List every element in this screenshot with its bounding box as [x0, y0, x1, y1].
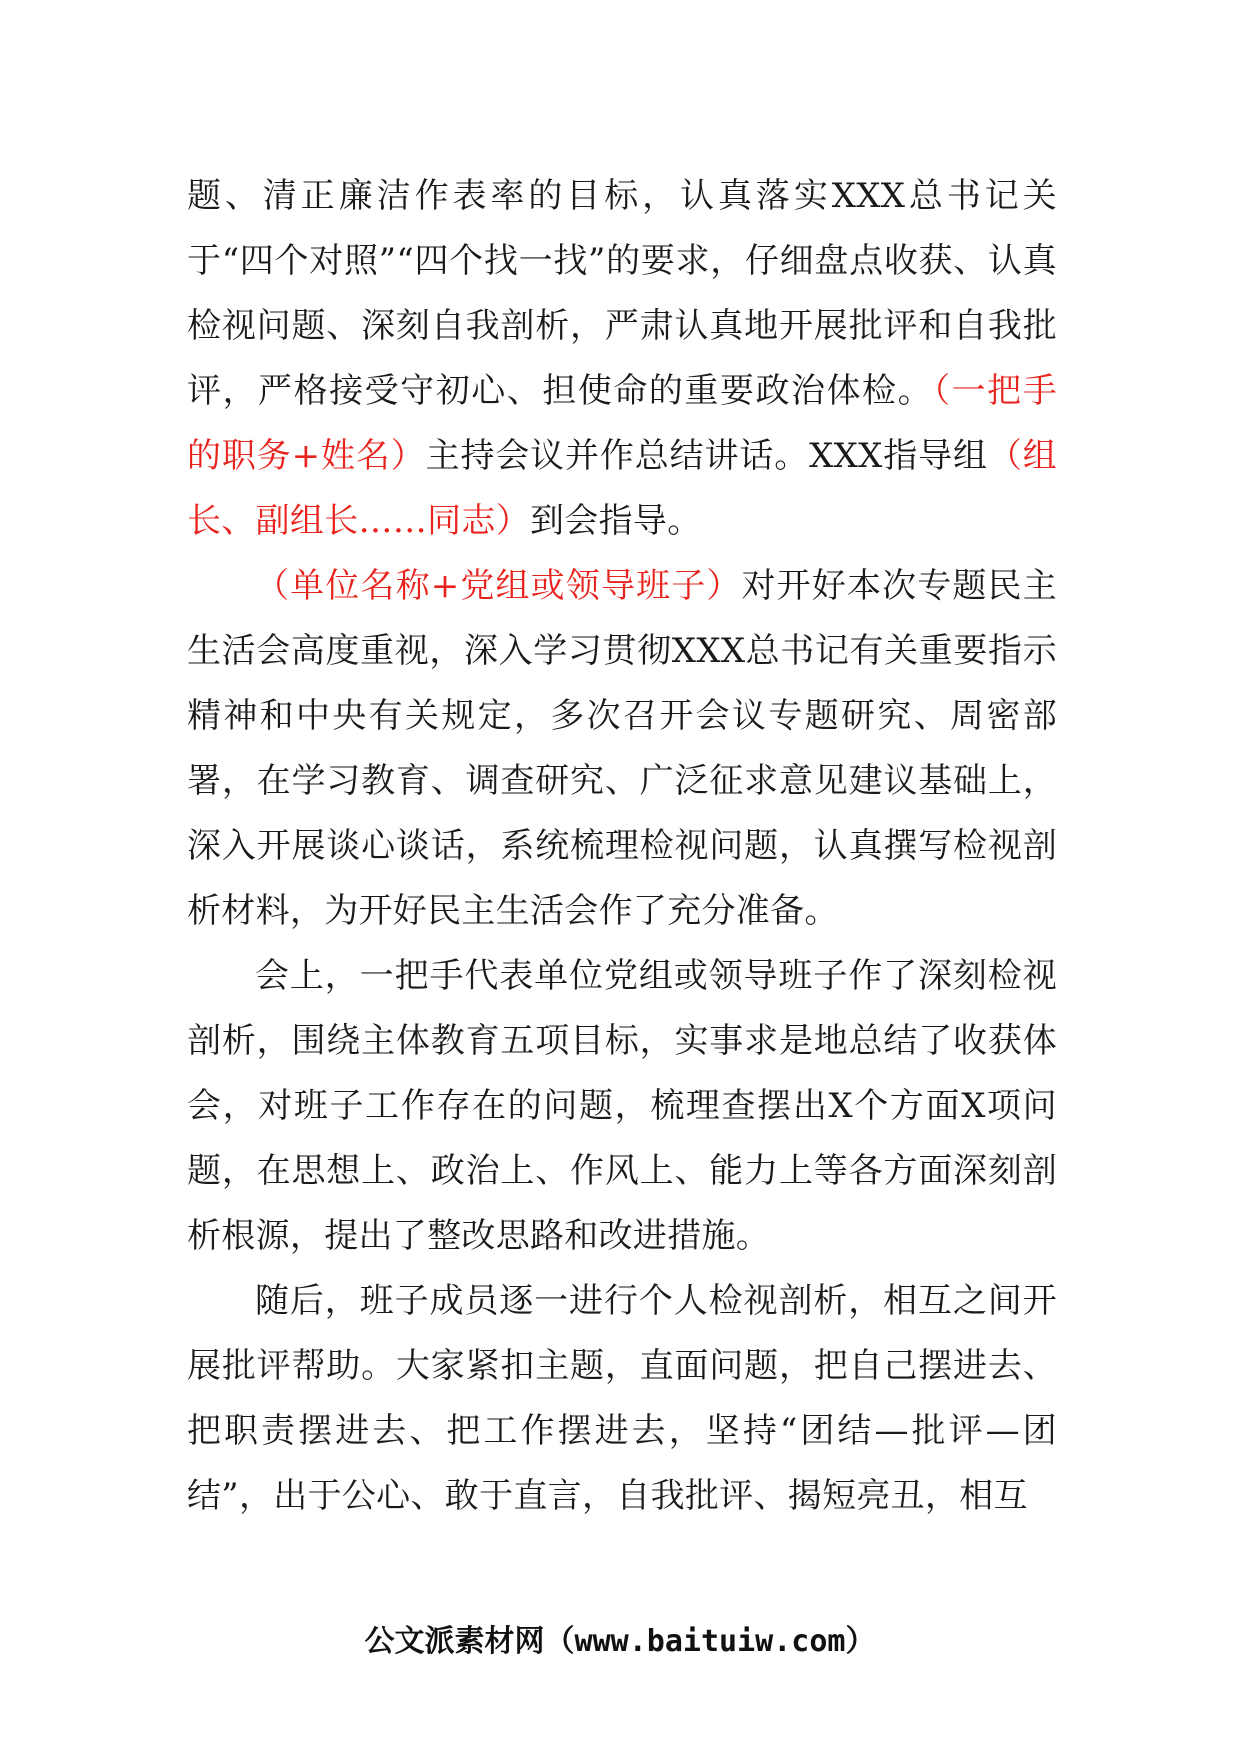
- footer-open-paren: （: [544, 1624, 575, 1659]
- footer-close-paren: ）: [845, 1624, 876, 1659]
- text-segment: 题、清正廉洁作表率的目标，认真落实XXX总书记关于“四个对照”“四个找一找”的要求，仔细盘点收获、认真检视问题、深刻自我剖析，严肃认真地开展批评和自我批评，严格接受守初心、担使命的重要政治体检。: [187, 176, 1057, 411]
- placeholder-unit-name: （单位名称+党组或领导班子）: [255, 566, 742, 606]
- text-segment: 对开好本次专题民主生活会高度重视，深入学习贯彻XXX总书记有关重要指示精神和中央有关规定，多次召开会议专题研究、周密部署，在学习教育、调查研究、广泛征求意见建议基础上，深入开展谈心谈话，系统梳理检视问题，认真撰写检视剖析材料，为开好民主生活会作了充分准备。: [187, 566, 1057, 931]
- placeholder-leader-title-name: （一把手的职务+姓名）: [187, 371, 1057, 476]
- placeholder-guidance-group-members: （组长、副组长……同志）: [187, 436, 1057, 541]
- text-segment: 到会指导。: [530, 501, 702, 541]
- text-segment: 会上，一把手代表单位党组或领导班子作了深刻检视剖析，围绕主体教育五项目标，实事求是地总结了收获体会，对班子工作存在的问题，梳理查摆出X个方面X项问题，在思想上、政治上、作风上、能力上等各方面深刻剖析根源，提出了整改思路和改进措施。: [187, 956, 1057, 1256]
- paragraph-1: [187, 164, 1057, 554]
- footer-site-name: 公文派素材网: [364, 1624, 545, 1659]
- footer-url[interactable]: www.baituiw.com: [574, 1624, 846, 1659]
- paragraph-4: [187, 1269, 1057, 1529]
- page-footer: [0, 1616, 1240, 1660]
- document-body: [187, 164, 1057, 1529]
- text-segment: 主持会议并作总结讲话。XXX指导组: [425, 436, 988, 476]
- paragraph-2: [187, 554, 1057, 944]
- paragraph-3: [187, 944, 1057, 1269]
- text-segment: 随后，班子成员逐一进行个人检视剖析，相互之间开展批评帮助。大家紧扣主题，直面问题，把自己摆进去、把职责摆进去、把工作摆进去，坚持“团结—批评—团结”，出于公心、敢于直言，自我批评、揭短亮丑，相互: [187, 1281, 1057, 1516]
